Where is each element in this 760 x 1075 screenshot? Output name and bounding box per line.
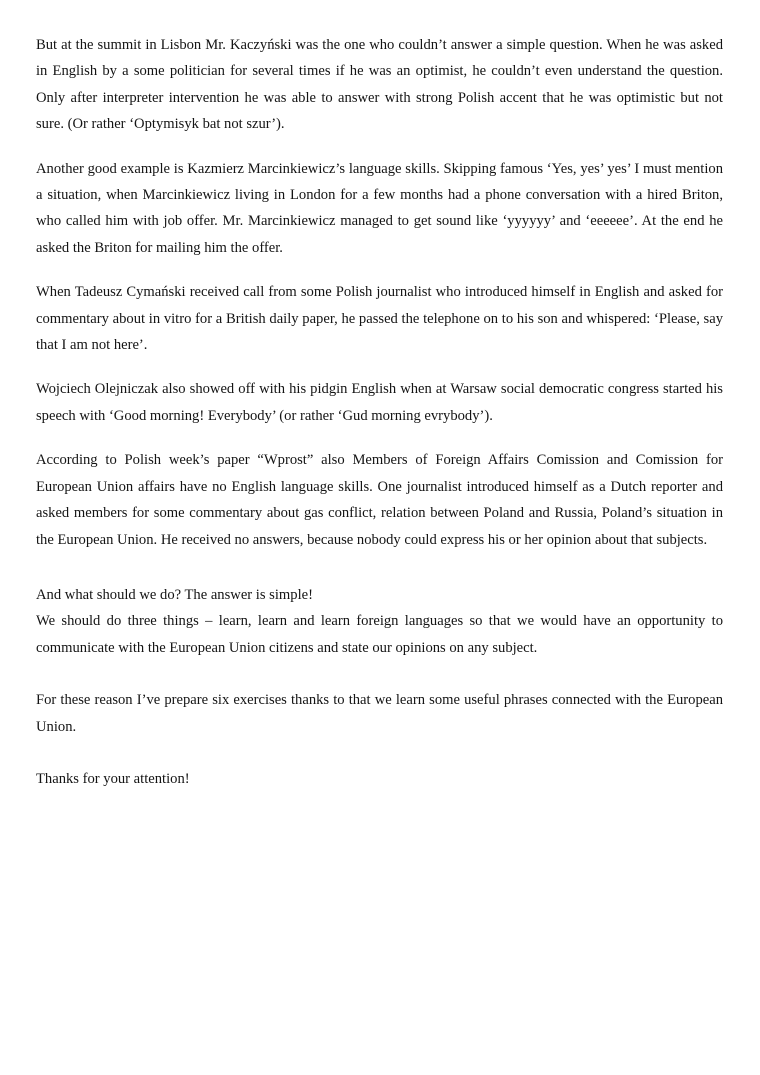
paragraph-olejniczak: Wojciech Olejniczak also showed off with his pidgin English when at Warsaw social democratic congress started his speech with ‘Good morning! Everybody’ (or rather ‘Gud morning evrybody’).: [36, 381, 723, 424]
paragraph-cymanski: When Tadeusz Cymański received call from some Polish journalist who introduced himself in English and asked for commentary about in vitro for a British daily paper, he passed the telephone on to his son and whispered: ‘Please, say that I am not here’.: [36, 284, 723, 354]
paragraph-kaczynski: But at the summit in Lisbon Mr. Kaczyński was the one who couldn’t answer a simple question. When he was asked in English by a some politician for several times if he was an optimist, he couldn’t even understand the question. Only after interpreter intervention he was able to answer with strong Polish accent that he was optimistic but not sure. (Or rather ‘Optymisyk bat not szur’).: [36, 37, 723, 133]
paragraph-exercises: For these reason I’ve prepare six exercises thanks to that we learn some useful phrases connected with the European Union.: [36, 692, 723, 735]
paragraph-question: And what should we do? The answer is simple!: [36, 586, 313, 603]
paragraph-thanks: Thanks for your attention!: [36, 770, 190, 787]
paragraph-wprost: According to Polish week’s paper “Wprost” also Members of Foreign Affairs Comission and Comission for European Union affairs have no English language skills. One journalist introduced himself as a Dutch reporter and asked members for some commentary about gas conflict, relation between Poland and Russia, Poland’s situation in the European Union. He received no answers, because nobody could express his or her opinion about that subjects.: [36, 452, 723, 548]
paragraph-answer: We should do three things – learn, learn and learn foreign languages so that we would have an opportunity to communicate with the European Union citizens and state our opinions on any subject.: [36, 613, 723, 656]
document-body: [36, 32, 723, 810]
paragraph-marcinkiewicz: Another good example is Kazmierz Marcinkiewicz’s language skills. Skipping famous ‘Yes, yes’ yes’ I must mention a situation, when Marcinkiewicz living in London for a few months had a phone conversation with a hired Briton, who called him with job offer. Mr. Marcinkiewicz managed to get sound like ‘yyyyyy’ and ‘eeeeee’. At the end he asked the Briton for mailing him the offer.: [36, 160, 723, 256]
